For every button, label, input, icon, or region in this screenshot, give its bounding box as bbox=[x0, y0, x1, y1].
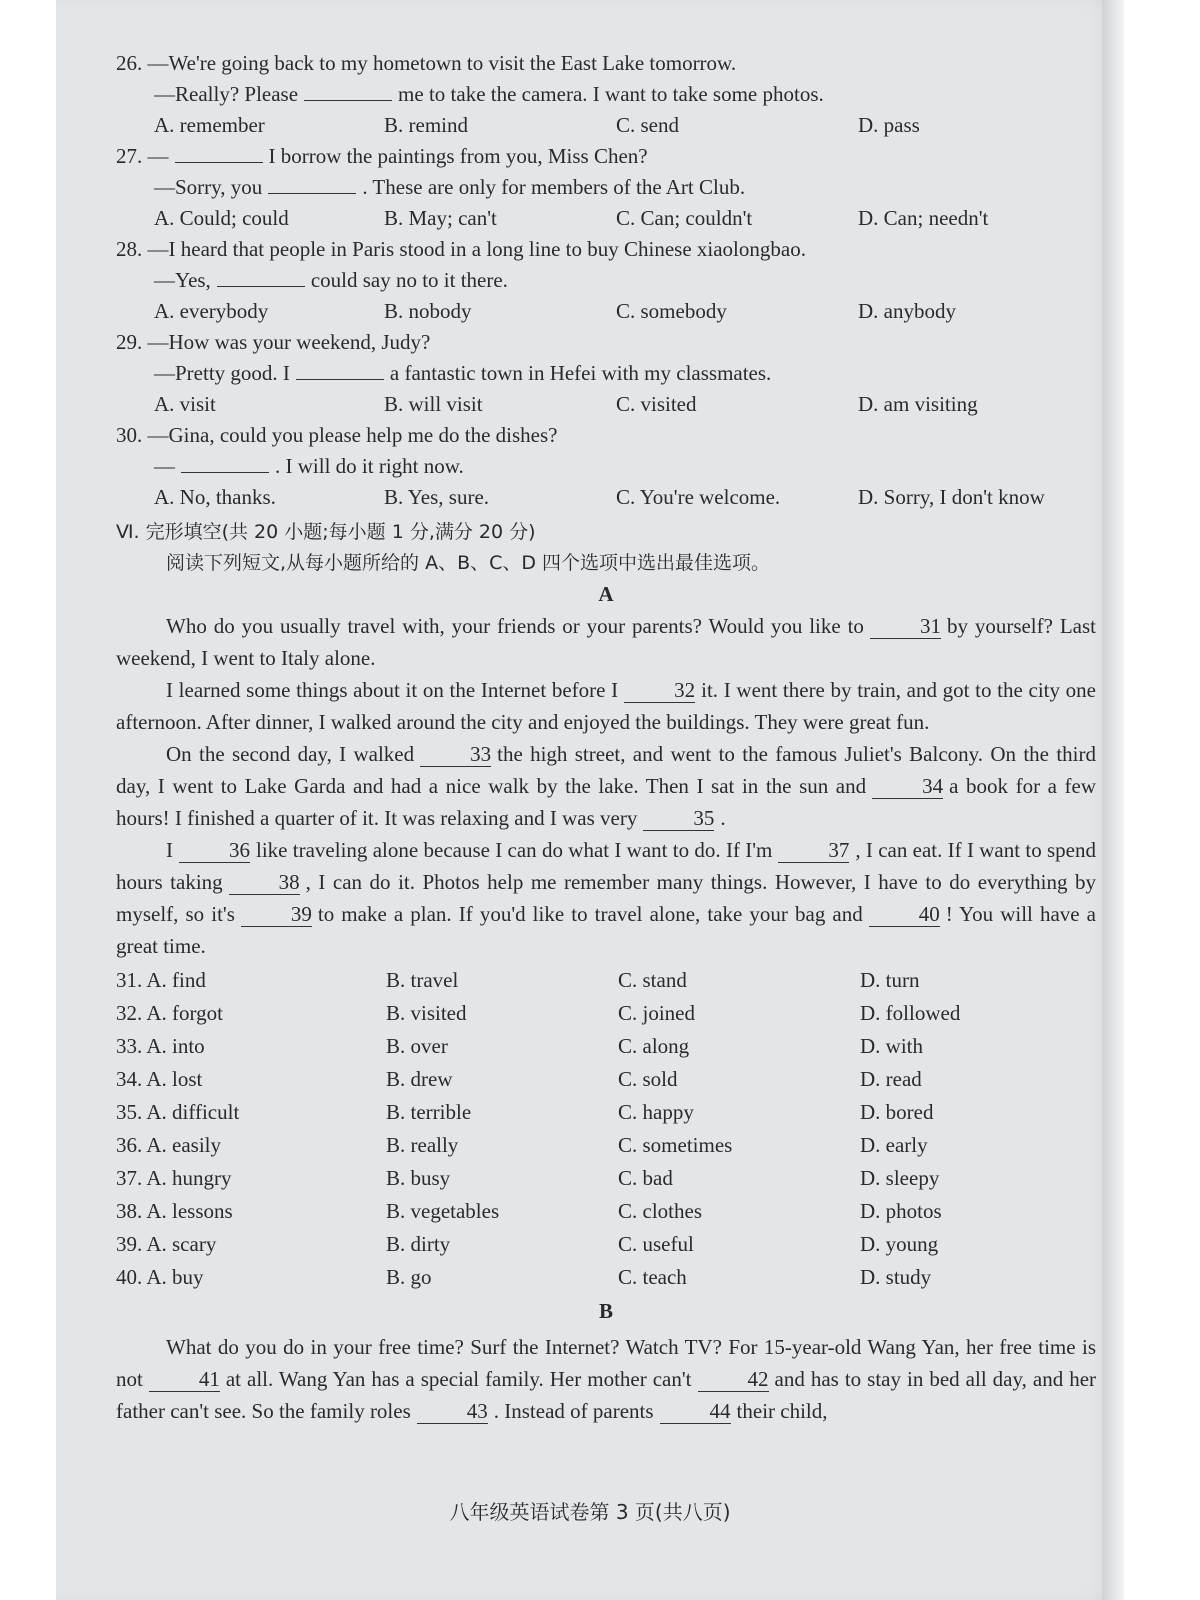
option-b: B. will visit bbox=[384, 392, 483, 416]
options bbox=[116, 203, 1096, 234]
option-c: C. bad bbox=[618, 1166, 673, 1190]
option-c: C. Can; couldn't bbox=[616, 206, 753, 230]
cloze-option-row-31 bbox=[116, 964, 1096, 997]
passage-text: . Instead of parents bbox=[493, 1399, 654, 1423]
option-a: 38. A. lessons bbox=[116, 1199, 233, 1223]
cloze-option-row-40 bbox=[116, 1261, 1096, 1294]
question-text: —Yes, bbox=[154, 268, 211, 292]
passage-b-paragraph-1 bbox=[116, 1331, 1096, 1427]
question-text: —Really? Please bbox=[154, 82, 299, 106]
options bbox=[116, 296, 1096, 327]
question-text: a fantastic town in Hefei with my classmates. bbox=[389, 361, 772, 385]
option-a: 33. A. into bbox=[116, 1034, 205, 1058]
cloze-blank-36: 36 bbox=[179, 838, 250, 863]
option-b: B. Yes, sure. bbox=[384, 485, 490, 509]
option-c: C. joined bbox=[618, 1001, 695, 1025]
cloze-option-row-35 bbox=[116, 1096, 1096, 1129]
option-c: C. You're welcome. bbox=[616, 485, 781, 509]
option-a: 32. A. forgot bbox=[116, 1001, 223, 1025]
passage-text: their child, bbox=[736, 1399, 828, 1423]
option-b: B. remind bbox=[384, 113, 468, 137]
passage-text: the high street, and went to the famous Juliet's Balcony. On the third day, I went to Lake Garda and had a nice walk by the lake. Then I sat in the sun and bbox=[116, 742, 1096, 798]
passage-text: . bbox=[720, 806, 726, 830]
option-b: B. terrible bbox=[386, 1100, 472, 1124]
option-b: B. May; can't bbox=[384, 206, 497, 230]
question-number: 29. bbox=[116, 330, 143, 354]
option-b: B. go bbox=[386, 1265, 432, 1289]
option-c: C. teach bbox=[618, 1265, 687, 1289]
option-a: 35. A. difficult bbox=[116, 1100, 240, 1124]
question-number: 28. bbox=[116, 237, 143, 261]
option-b: B. dirty bbox=[386, 1232, 451, 1256]
question-text: could say no to it there. bbox=[310, 268, 508, 292]
answer-blank bbox=[217, 266, 305, 287]
question-text: — bbox=[154, 454, 175, 478]
cloze-blank-34: 34 bbox=[872, 774, 943, 799]
passage-text: like traveling alone because I can do what I want to do. If I'm bbox=[256, 838, 773, 862]
cloze-option-row-39 bbox=[116, 1228, 1096, 1261]
passage-b-label: B bbox=[598, 1299, 613, 1323]
cloze-blank-43: 43 bbox=[417, 1399, 488, 1424]
option-c: C. sold bbox=[618, 1067, 678, 1091]
option-a: 34. A. lost bbox=[116, 1067, 203, 1091]
question-30 bbox=[116, 420, 1096, 513]
passage-text: by yourself? Last weekend, I went to Italy alone. bbox=[116, 614, 1096, 670]
option-a: 37. A. hungry bbox=[116, 1166, 232, 1190]
passage-a-paragraph-3 bbox=[116, 738, 1096, 834]
question-text: . I will do it right now. bbox=[275, 454, 464, 478]
option-d: D. Can; needn't bbox=[858, 206, 989, 230]
page-content bbox=[116, 48, 1096, 1427]
option-a: 36. A. easily bbox=[116, 1133, 221, 1157]
question-text: me to take the camera. I want to take some photos. bbox=[398, 82, 824, 106]
option-d: D. followed bbox=[860, 1001, 961, 1025]
cloze-blank-41: 41 bbox=[149, 1367, 220, 1392]
cloze-option-row-37 bbox=[116, 1162, 1096, 1195]
question-28 bbox=[116, 234, 1096, 327]
question-text: —How was your weekend, Judy? bbox=[147, 330, 431, 354]
option-a: 40. A. buy bbox=[116, 1265, 204, 1289]
option-c: C. send bbox=[616, 113, 679, 137]
passage-a-paragraph-1 bbox=[116, 610, 1096, 674]
question-text: —Sorry, you bbox=[154, 175, 263, 199]
option-c: C. useful bbox=[618, 1232, 694, 1256]
cloze-blank-39: 39 bbox=[241, 902, 312, 927]
passage-text: , I can do it. Photos help me remember many things. However, I have to do everything by myself, so it's bbox=[116, 870, 1097, 926]
option-c: C. along bbox=[618, 1034, 690, 1058]
passage-text: On the second day, I walked bbox=[166, 742, 415, 766]
option-b: B. vegetables bbox=[386, 1199, 500, 1223]
option-c: C. visited bbox=[616, 392, 697, 416]
question-number: 30. bbox=[116, 423, 143, 447]
option-b: B. really bbox=[386, 1133, 459, 1157]
exam-page bbox=[56, 0, 1124, 1600]
question-text: —Pretty good. I bbox=[154, 361, 290, 385]
cloze-blank-37: 37 bbox=[778, 838, 849, 863]
option-a: A. Could; could bbox=[154, 206, 289, 230]
cloze-option-row-36 bbox=[116, 1129, 1096, 1162]
question-27 bbox=[116, 141, 1096, 234]
passage-text: to make a plan. If you'd like to travel alone, take your bag and bbox=[317, 902, 863, 926]
question-26 bbox=[116, 48, 1096, 141]
option-c: C. somebody bbox=[616, 299, 727, 323]
option-d: D. am visiting bbox=[858, 392, 978, 416]
option-d: D. photos bbox=[860, 1199, 942, 1223]
option-d: D. pass bbox=[858, 113, 920, 137]
option-a: 39. A. scary bbox=[116, 1232, 217, 1256]
cloze-blank-33: 33 bbox=[420, 742, 491, 767]
options bbox=[116, 110, 1096, 141]
option-a: A. No, thanks. bbox=[154, 485, 276, 509]
page-edge bbox=[1102, 0, 1124, 1600]
option-d: D. turn bbox=[860, 968, 920, 992]
option-b: B. busy bbox=[386, 1166, 451, 1190]
passage-text: at all. Wang Yan has a special family. Her mother can't bbox=[225, 1367, 692, 1391]
answer-blank bbox=[175, 142, 263, 163]
passage-a-paragraph-4 bbox=[116, 834, 1096, 962]
option-c: C. clothes bbox=[618, 1199, 702, 1223]
question-number: 27. bbox=[116, 144, 143, 168]
answer-blank bbox=[268, 173, 356, 194]
cloze-blank-31: 31 bbox=[870, 614, 941, 639]
cloze-option-row-32 bbox=[116, 997, 1096, 1030]
passage-text: and has to stay in bed all day, and her father can't see. So the family roles bbox=[116, 1367, 1097, 1423]
cloze-blank-32: 32 bbox=[624, 678, 695, 703]
cloze-blank-38: 38 bbox=[229, 870, 300, 895]
option-b: B. over bbox=[386, 1034, 448, 1058]
option-c: C. stand bbox=[618, 968, 687, 992]
option-d: D. Sorry, I don't know bbox=[858, 485, 1045, 509]
cloze-option-row-38 bbox=[116, 1195, 1096, 1228]
option-d: D. with bbox=[860, 1034, 923, 1058]
passage-a-label: A bbox=[598, 582, 614, 606]
option-d: D. study bbox=[860, 1265, 932, 1289]
cloze-blank-42: 42 bbox=[698, 1367, 769, 1392]
passage-text: a book for a few hours! I finished a quarter of it. It was relaxing and I was very bbox=[116, 774, 1097, 830]
passage-text: I bbox=[166, 838, 173, 862]
passage-text: it. I went there by train, and got to the city one afternoon. After dinner, I walked around the city and enjoyed the buildings. They were great fun. bbox=[116, 678, 1096, 734]
question-text: — bbox=[147, 144, 169, 168]
option-a: 31. A. find bbox=[116, 968, 206, 992]
option-b: B. nobody bbox=[384, 299, 472, 323]
page-footer: 八年级英语试卷第 3 页(共八页) bbox=[449, 1500, 731, 1524]
cloze-blank-44: 44 bbox=[660, 1399, 731, 1424]
passage-text: What do you do in your free time? Surf the Internet? Watch TV? For 15-year-old Wang Yan, her free time is not bbox=[116, 1335, 1096, 1391]
option-a: A. remember bbox=[154, 113, 265, 137]
cloze-options bbox=[116, 964, 1096, 1294]
option-d: D. sleepy bbox=[860, 1166, 940, 1190]
cloze-blank-35: 35 bbox=[643, 806, 714, 831]
option-a: A. everybody bbox=[154, 299, 269, 323]
cloze-option-row-34 bbox=[116, 1063, 1096, 1096]
question-text: . These are only for members of the Art Club. bbox=[362, 175, 746, 199]
section-instruction: 阅读下列短文,从每小题所给的 A、B、C、D 四个选项中选出最佳选项。 bbox=[166, 552, 771, 574]
cloze-blank-40: 40 bbox=[869, 902, 940, 927]
question-text: —We're going back to my hometown to visit the East Lake tomorrow. bbox=[147, 51, 737, 75]
question-text: —Gina, could you please help me do the dishes? bbox=[147, 423, 558, 447]
option-b: B. travel bbox=[386, 968, 459, 992]
passage-text: Who do you usually travel with, your friends or your parents? Would you like to bbox=[166, 614, 864, 638]
answer-blank bbox=[296, 359, 384, 380]
question-text: —I heard that people in Paris stood in a long line to buy Chinese xiaolongbao. bbox=[147, 237, 806, 261]
options bbox=[116, 482, 1096, 513]
option-d: D. anybody bbox=[858, 299, 956, 323]
option-b: B. drew bbox=[386, 1067, 453, 1091]
passage-text: I learned some things about it on the Internet before I bbox=[166, 678, 619, 702]
question-29 bbox=[116, 327, 1096, 420]
option-d: D. read bbox=[860, 1067, 922, 1091]
option-c: C. sometimes bbox=[618, 1133, 733, 1157]
option-b: B. visited bbox=[386, 1001, 467, 1025]
option-d: D. bored bbox=[860, 1100, 934, 1124]
section-title: Ⅵ. 完形填空(共 20 小题;每小题 1 分,满分 20 分) bbox=[116, 521, 536, 543]
cloze-option-row-33 bbox=[116, 1030, 1096, 1063]
question-number: 26. bbox=[116, 51, 143, 75]
option-d: D. early bbox=[860, 1133, 928, 1157]
passage-text: ! You will have a great time. bbox=[116, 902, 1096, 958]
passage-text: , I can eat. If I want to spend hours taking bbox=[116, 838, 1096, 894]
option-d: D. young bbox=[860, 1232, 939, 1256]
answer-blank bbox=[181, 452, 269, 473]
answer-blank bbox=[304, 80, 392, 101]
options bbox=[116, 389, 1096, 420]
option-c: C. happy bbox=[618, 1100, 694, 1124]
question-text: I borrow the paintings from you, Miss Chen? bbox=[268, 144, 648, 168]
passage-a-paragraph-2 bbox=[116, 674, 1096, 738]
option-a: A. visit bbox=[154, 392, 216, 416]
